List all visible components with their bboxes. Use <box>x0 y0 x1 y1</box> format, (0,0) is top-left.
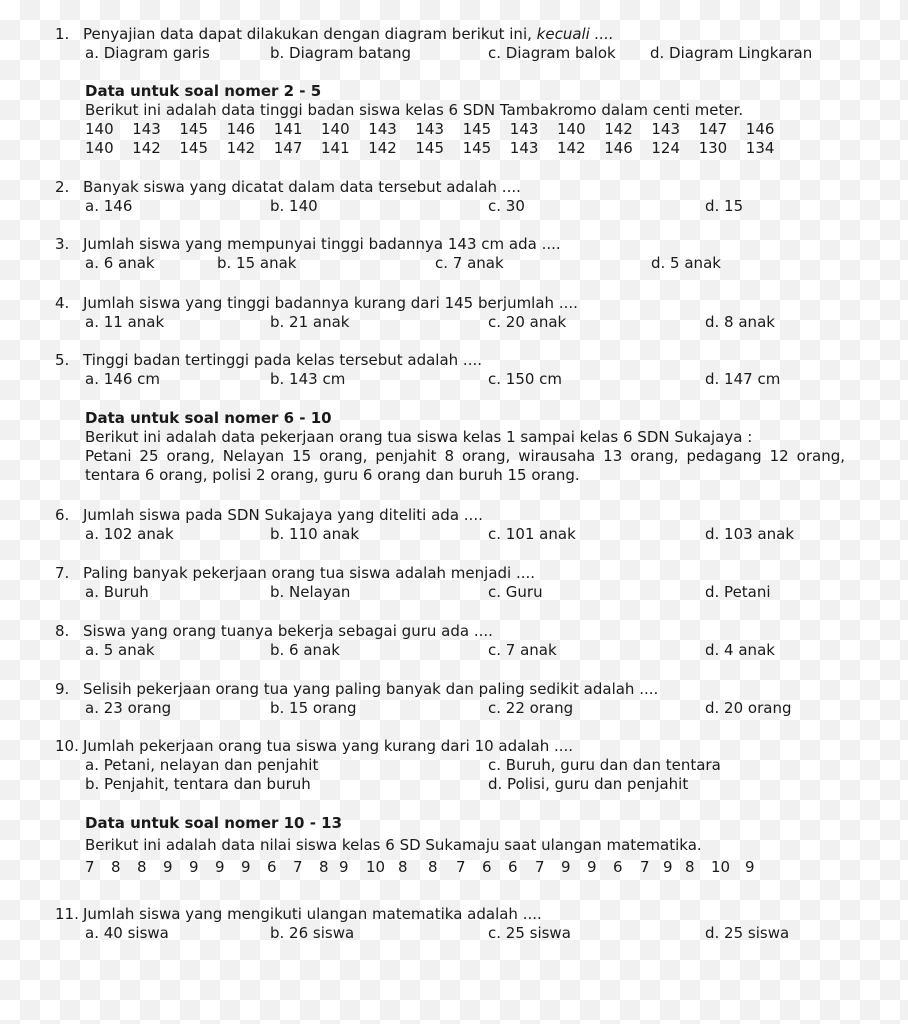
data-block-6-10 <box>85 409 885 485</box>
option-a[interactable]: a. 11 anak <box>85 313 165 331</box>
data-value: 146 <box>604 139 633 157</box>
option-a[interactable]: a. 102 anak <box>85 525 174 543</box>
height-data-row-1 <box>85 120 885 139</box>
question-6 <box>55 506 895 544</box>
data-value: 140 <box>85 120 114 138</box>
option-b[interactable]: b. 140 <box>270 197 318 215</box>
option-c[interactable]: c. 101 anak <box>488 525 576 543</box>
option-a[interactable]: a. 5 anak <box>85 641 155 659</box>
data-value: 145 <box>179 120 209 138</box>
question-text: Selisih pekerjaan orang tua yang paling banyak dan paling sedikit adalah .... <box>83 680 659 698</box>
data-block-2-5 <box>85 82 885 158</box>
question-text: Penyajian data dapat dilakukan dengan diagram berikut ini, <box>83 25 537 43</box>
data-value: 9 <box>215 858 225 876</box>
data-value: 146 <box>745 120 775 138</box>
option-a[interactable]: a. 40 siswa <box>85 924 169 942</box>
answer-options <box>55 44 895 63</box>
data-value: 143 <box>368 120 397 138</box>
option-c[interactable]: c. 20 anak <box>488 313 567 331</box>
data-value: 10 <box>366 858 386 876</box>
question-text: Jumlah siswa yang mengikuti ulangan matematika adalah .... <box>83 905 542 923</box>
data-value: 8 <box>685 858 695 876</box>
question-text: Paling banyak pekerjaan orang tua siswa adalah menjadi .... <box>83 564 536 582</box>
question-emphasis: kecuali .... <box>536 25 614 43</box>
data-value: 6 <box>482 858 492 876</box>
data-value: 7 <box>640 858 650 876</box>
question-number: 5. <box>55 351 70 369</box>
question-1 <box>55 25 895 63</box>
question-number: 6. <box>55 506 70 524</box>
answer-options <box>55 313 895 332</box>
block-heading: Data untuk soal nomer 2 - 5 <box>85 82 322 100</box>
data-value: 143 <box>132 120 161 138</box>
option-d[interactable]: d. Diagram Lingkaran <box>650 44 813 62</box>
data-value: 142 <box>368 139 397 157</box>
answer-options <box>55 924 895 943</box>
answer-options <box>55 583 895 602</box>
data-value: 140 <box>85 139 114 157</box>
data-value: 9 <box>561 858 571 876</box>
question-text: Banyak siswa yang dicatat dalam data tersebut adalah .... <box>83 178 521 196</box>
block-intro: Berikut ini adalah data tinggi badan siswa kelas 6 SDN Tambakromo dalam centi meter. <box>85 101 744 119</box>
data-value: 8 <box>111 858 121 876</box>
question-text: Siswa yang orang tuanya bekerja sebagai guru ada .... <box>83 622 493 640</box>
option-d[interactable]: d. 103 anak <box>705 525 795 543</box>
option-b[interactable]: b. 15 anak <box>217 254 297 272</box>
option-d[interactable]: d. 4 anak <box>705 641 775 659</box>
option-b[interactable]: b. Nelayan <box>270 583 351 601</box>
option-b[interactable]: b. 26 siswa <box>270 924 355 942</box>
option-b[interactable]: b. 21 anak <box>270 313 350 331</box>
question-4 <box>55 294 895 332</box>
data-value: 8 <box>319 858 329 876</box>
answer-options <box>55 525 895 544</box>
data-value: 9 <box>163 858 173 876</box>
data-value: 9 <box>189 858 199 876</box>
question-8 <box>55 622 895 660</box>
block-heading: Data untuk soal nomer 6 - 10 <box>85 409 332 427</box>
question-text: Jumlah siswa yang tinggi badannya kurang dari 145 berjumlah .... <box>83 294 578 312</box>
option-d[interactable]: d. 25 siswa <box>705 924 790 942</box>
question-3 <box>55 235 895 273</box>
data-block-10-13 <box>85 814 885 877</box>
block-paragraph: Petani 25 orang, Nelayan 15 orang, penjahit 8 orang, wirausaha 13 orang, pedagang 12 orang, tentara 6 orang, polisi 2 orang, guru 6 orang dan buruh 15 orang. <box>85 447 845 484</box>
data-value: 142 <box>226 139 256 157</box>
data-value: 8 <box>398 858 408 876</box>
data-value: 140 <box>557 120 586 138</box>
option-c[interactable]: c. Diagram balok <box>488 44 616 62</box>
question-text: Tinggi badan tertinggi pada kelas tersebut adalah .... <box>83 351 482 369</box>
option-b[interactable]: b. 6 anak <box>270 641 340 659</box>
question-5 <box>55 351 895 389</box>
data-value: 143 <box>651 120 681 138</box>
question-text: Jumlah siswa pada SDN Sukajaya yang diteliti ada .... <box>83 506 483 524</box>
data-value: 8 <box>428 858 438 876</box>
data-value: 142 <box>557 139 586 157</box>
data-value: 130 <box>698 139 728 157</box>
data-value: 141 <box>273 120 303 138</box>
data-value: 145 <box>462 139 492 157</box>
question-number: 8. <box>55 622 70 640</box>
data-value: 143 <box>509 120 539 138</box>
block-intro: Berikut ini adalah data nilai siswa kelas 6 SD Sukamaju saat ulangan matematika. <box>85 836 702 854</box>
answer-options <box>55 370 895 389</box>
data-value: 6 <box>613 858 623 876</box>
data-value: 7 <box>456 858 466 876</box>
option-c[interactable]: c. 7 anak <box>488 641 557 659</box>
option-b[interactable]: b. 110 anak <box>270 525 360 543</box>
option-d[interactable]: d. 15 <box>705 197 744 215</box>
option-c[interactable]: c. 7 anak <box>435 254 504 272</box>
data-value: 147 <box>698 120 728 138</box>
question-7 <box>55 564 895 602</box>
score-data-row <box>85 858 885 877</box>
option-d[interactable]: d. 147 cm <box>705 370 781 388</box>
answer-options-row-2 <box>55 775 895 794</box>
data-value: 9 <box>587 858 597 876</box>
question-number: 10. <box>55 737 79 755</box>
option-d[interactable]: d. Polisi, guru dan penjahit <box>488 775 689 793</box>
option-a[interactable]: a. Buruh <box>85 583 149 601</box>
option-a[interactable]: a. 23 orang <box>85 699 172 717</box>
data-value: 7 <box>535 858 545 876</box>
option-a[interactable]: a. 6 anak <box>85 254 155 272</box>
height-data-row-2 <box>85 139 885 158</box>
option-d[interactable]: d. 5 anak <box>651 254 721 272</box>
option-d[interactable]: d. Petani <box>705 583 771 601</box>
option-d[interactable]: d. 20 orang <box>705 699 792 717</box>
question-number: 11. <box>55 905 79 923</box>
data-value: 6 <box>508 858 518 876</box>
option-c[interactable]: c. Guru <box>488 583 543 601</box>
data-value: 145 <box>179 139 209 157</box>
option-b[interactable]: b. 143 cm <box>270 370 346 388</box>
data-value: 143 <box>415 120 445 138</box>
option-a[interactable]: a. Diagram garis <box>85 44 210 62</box>
answer-options-row-1 <box>55 756 895 775</box>
question-number: 3. <box>55 235 70 253</box>
data-value: 145 <box>462 120 492 138</box>
question-10 <box>55 737 895 794</box>
option-c[interactable]: c. Buruh, guru dan dan tentara <box>488 756 721 774</box>
question-2 <box>55 178 895 216</box>
data-value: 124 <box>651 139 681 157</box>
data-value: 142 <box>604 120 633 138</box>
option-b[interactable]: b. Diagram batang <box>270 44 412 62</box>
question-number: 2. <box>55 178 70 196</box>
option-c[interactable]: c. 22 orang <box>488 699 574 717</box>
data-value: 134 <box>745 139 775 157</box>
data-value: 6 <box>267 858 277 876</box>
question-text: Jumlah siswa yang mempunyai tinggi badannya 143 cm ada .... <box>83 235 561 253</box>
data-value: 9 <box>663 858 673 876</box>
data-value: 146 <box>226 120 256 138</box>
option-c[interactable]: c. 25 siswa <box>488 924 571 942</box>
data-value: 7 <box>85 858 95 876</box>
data-value: 141 <box>321 139 350 157</box>
option-a[interactable]: a. 146 cm <box>85 370 160 388</box>
answer-options <box>55 197 895 216</box>
question-text: Jumlah pekerjaan orang tua siswa yang kurang dari 10 adalah .... <box>83 737 574 755</box>
question-number: 1. <box>55 25 70 43</box>
question-number: 7. <box>55 564 70 582</box>
data-value: 143 <box>509 139 539 157</box>
answer-options <box>55 699 895 718</box>
data-value: 145 <box>415 139 445 157</box>
data-value: 8 <box>137 858 147 876</box>
block-heading: Data untuk soal nomer 10 - 13 <box>85 814 343 832</box>
data-value: 140 <box>321 120 350 138</box>
question-9 <box>55 680 895 718</box>
answer-options <box>55 254 895 273</box>
data-value: 147 <box>273 139 303 157</box>
answer-options <box>55 641 895 660</box>
data-value: 7 <box>293 858 303 876</box>
option-a[interactable]: a. 146 <box>85 197 133 215</box>
option-c[interactable]: c. 150 cm <box>488 370 563 388</box>
option-c[interactable]: c. 30 <box>488 197 525 215</box>
option-d[interactable]: d. 8 anak <box>705 313 775 331</box>
question-number: 9. <box>55 680 70 698</box>
data-value: 10 <box>711 858 731 876</box>
question-11 <box>55 905 895 943</box>
data-value: 142 <box>132 139 161 157</box>
option-b[interactable]: b. Penjahit, tentara dan buruh <box>85 775 311 793</box>
data-value: 9 <box>339 858 349 876</box>
block-intro: Berikut ini adalah data pekerjaan orang tua siswa kelas 1 sampai kelas 6 SDN Sukajaya : <box>85 428 753 446</box>
option-b[interactable]: b. 15 orang <box>270 699 357 717</box>
data-value: 9 <box>241 858 251 876</box>
question-number: 4. <box>55 294 70 312</box>
data-value: 9 <box>745 858 755 876</box>
option-a[interactable]: a. Petani, nelayan dan penjahit <box>85 756 319 774</box>
